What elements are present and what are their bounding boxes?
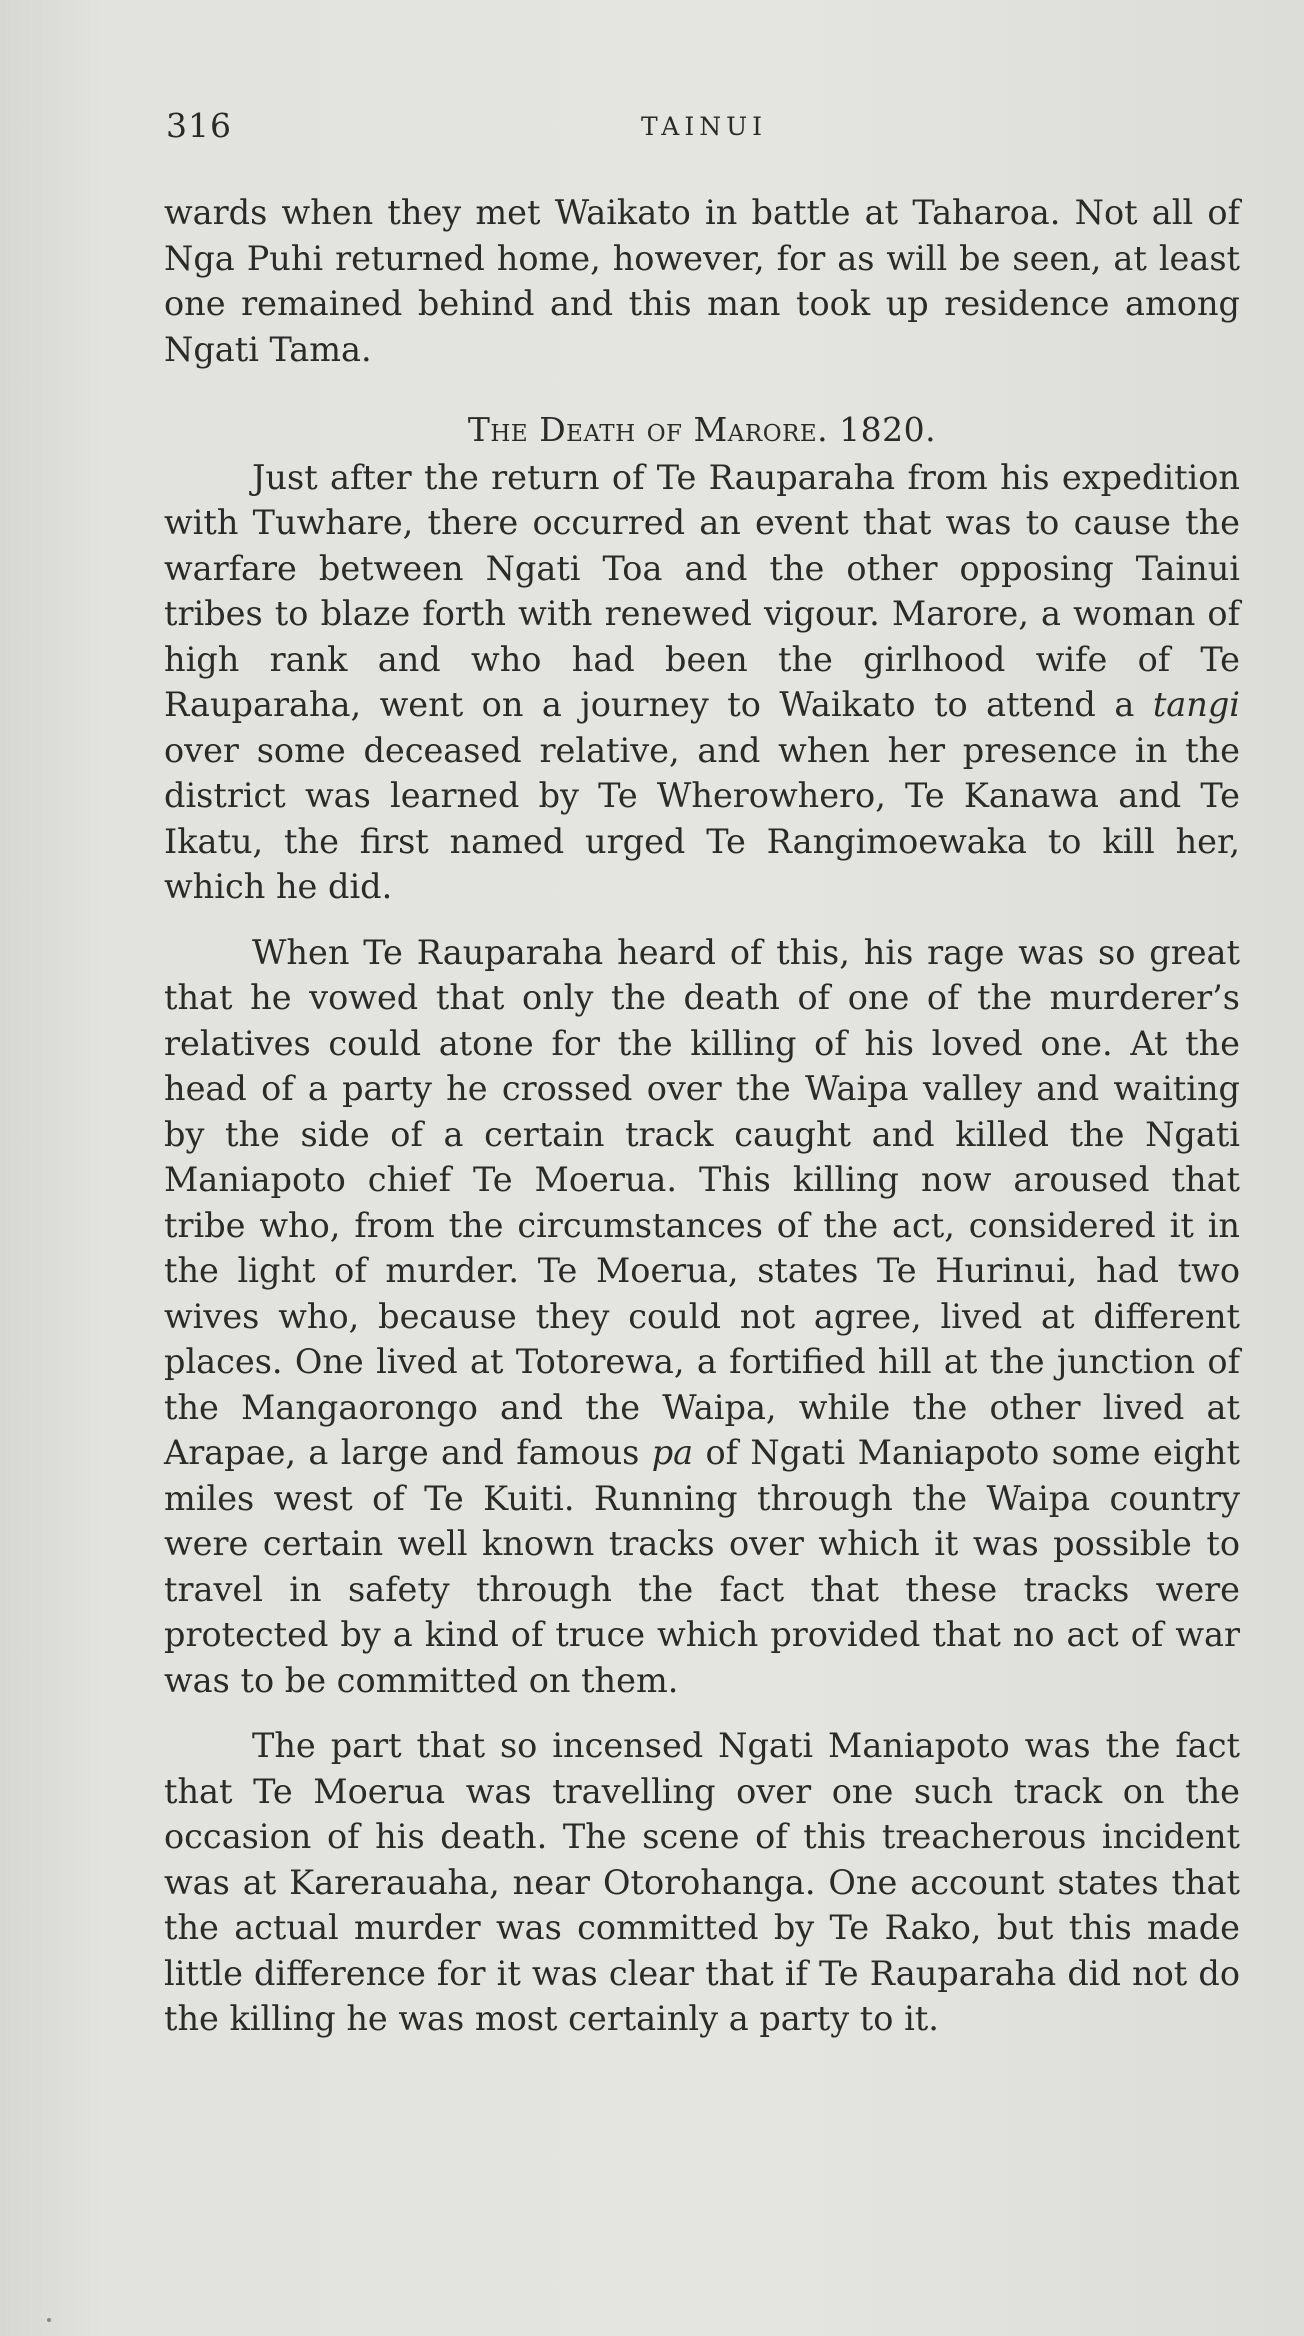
opening-paragraph: wards when they met Waikato in battle at Taharoa. Not all of Nga Puhi returned home, however, for as will be seen, at least one remained behind and this man took up residence among Ngati Tama. — [164, 193, 1240, 369]
paragraph-marore-part-2: over some deceased relative, and when her presence in the district was learned by Te Wherowhero, Te Kanawa and Te Ikatu, the first named urged Te Rangimoewaka to kill her, which he did. — [164, 730, 1240, 906]
section-title: The Death of Marore. 1820. — [467, 410, 937, 449]
body-text — [164, 190, 1240, 2042]
running-head: TAINUI — [640, 112, 768, 141]
italic-term-tangi: tangi — [1152, 685, 1240, 724]
italic-term-pa: pa — [651, 1433, 694, 1472]
page-number: 316 — [166, 106, 232, 145]
paragraph-te-moerua — [164, 930, 1240, 1704]
paragraph-gap — [164, 1703, 1240, 1723]
paragraph-gap — [164, 910, 1240, 930]
paragraph-marore — [164, 455, 1240, 910]
paragraph-marore-part-1: Just after the return of Te Rauparaha from his expedition with Tuwhare, there occurred an event that was to cause the warfare between Ngati Toa and the other opposing Tainui tribes to blaze forth with renewed vigour. Marore, a woman of high rank and who had been the girlhood wife of Te Rauparaha, went on a journey to Waikato to attend a — [164, 457, 1240, 724]
paragraph-te-moerua-part-2: of Ngati Maniapoto some eight miles west of Te Kuiti. Running through the Waipa country were certain well known tracks over which it was possible to travel in safety through the fact that these tracks were protected by a kind of truce which provided that no act of war was to be committed on them. — [164, 1433, 1240, 1700]
page-header — [166, 106, 1242, 146]
paragraph-track: The part that so incensed Ngati Maniapoto was the fact that Te Moerua was travelling over one such track on the occasion of his death. The scene of this treacherous incident was at Karerauaha, near Otorohanga. One account states that the actual murder was committed by Te Rako, but this made little difference for it was clear that if Te Rauparaha did not do the killing he was most certainly a party to it. — [164, 1726, 1240, 2038]
paper-speck — [47, 2318, 51, 2322]
paragraph-te-moerua-part-1: When Te Rauparaha heard of this, his rage was so great that he vowed that only the death of one of the murderer’s relatives could atone for the killing of his loved one. At the head of a party he crossed over the Waipa valley and waiting by the side of a certain track caught and killed the Ngati Maniapoto chief Te Moerua. This killing now aroused that tribe who, from the circumstances of the act, considered it in the light of murder. Te Moerua, states Te Hurinui, had two wives who, because they could not agree, lived at different places. One lived at Totorewa, a fortified hill at the junction of the Mangaorongo and the Waipa, while the other lived at Arapae, a large and famous — [164, 932, 1240, 1472]
